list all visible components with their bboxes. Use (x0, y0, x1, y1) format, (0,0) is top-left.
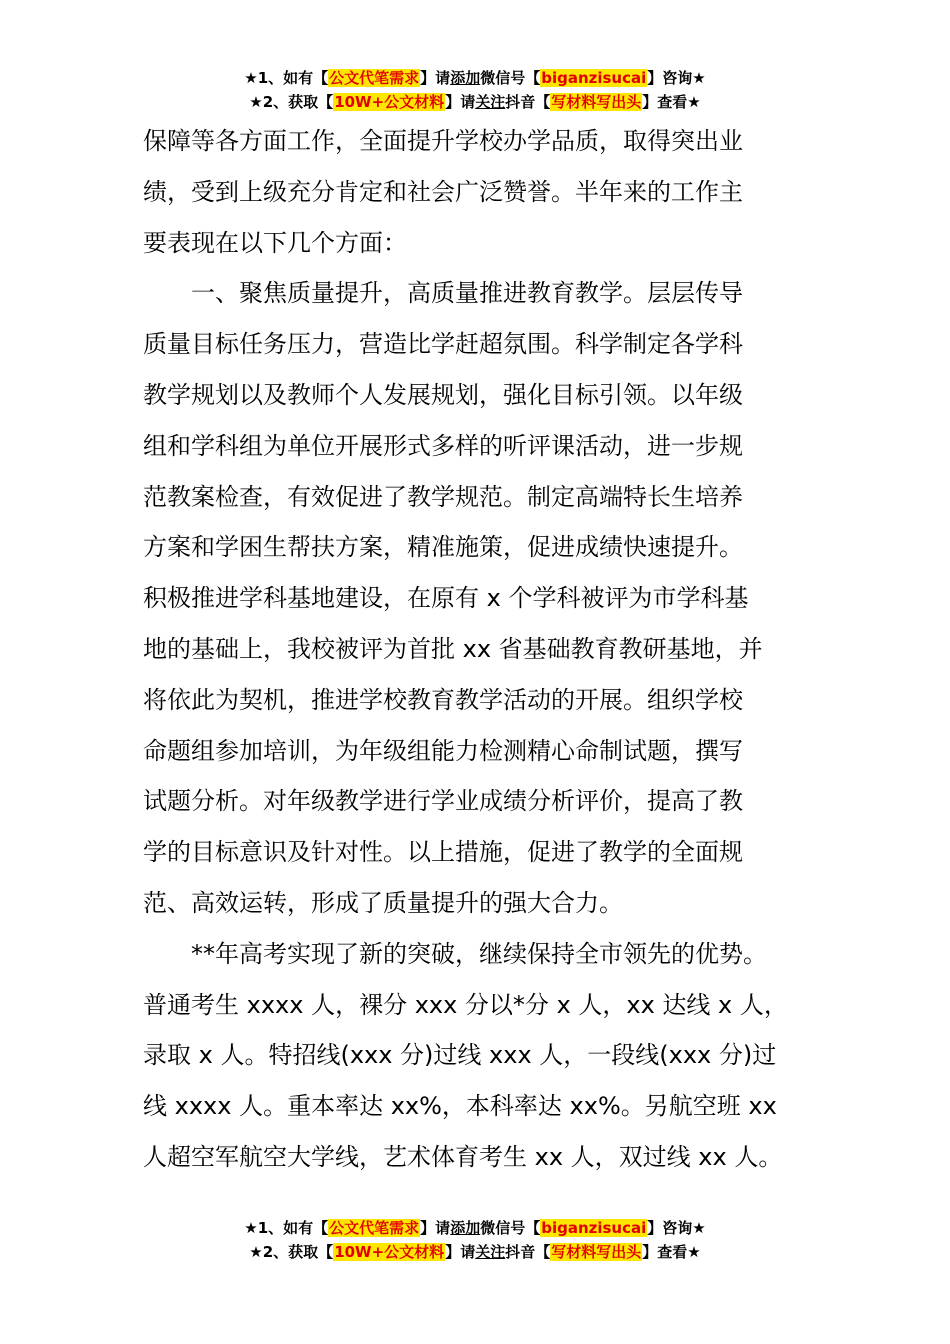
banner-line-2 (0, 1240, 950, 1264)
text-line: 绩，受到上级充分肯定和社会广泛赞誉。半年来的工作主 (143, 177, 743, 206)
text-line: 质量目标任务压力，营造比学赶超氛围。科学制定各学科 (143, 330, 743, 359)
banner-text: 微信号【 (480, 69, 541, 87)
highlight-service: 公文代笔需求 (329, 1219, 420, 1237)
banner-line-1 (0, 66, 950, 90)
highlight-service: 公文代笔需求 (329, 69, 420, 87)
footer-banner (0, 1216, 950, 1264)
banner-text: ★2、获取【 (249, 93, 334, 111)
banner-text: 抖音【 (505, 1243, 551, 1261)
banner-text: ★2、获取【 (249, 1243, 334, 1261)
banner-text: 微信号【 (480, 1219, 541, 1237)
text-line: 保障等各方面工作，全面提升学校办学品质，取得突出业 (143, 127, 743, 155)
text-line: 普通考生 xxxx 人，裸分 xxx 分以*分 x 人，xx 达线 x 人， (143, 990, 788, 1019)
highlight-materials: 10W+公文材料 (334, 93, 445, 111)
paragraph-start-line: **年高考实现了新的突破，继续保持全市领先的优势。 (191, 939, 767, 968)
banner-line-1 (0, 1216, 950, 1240)
banner-text: 】查看★ (642, 93, 701, 111)
text-line: 范、高效运转，形成了质量提升的强大合力。 (143, 888, 623, 917)
text-line: 线 xxxx 人。重本率达 xx%，本科率达 xx%。另航空班 xx (143, 1092, 777, 1121)
highlight-materials: 10W+公文材料 (334, 1243, 445, 1261)
banner-underline: 添加 (450, 69, 481, 87)
banner-text: 】咨询★ (647, 69, 706, 87)
text-line: 学的目标意识及针对性。以上措施，促进了教学的全面规 (143, 838, 743, 867)
banner-text: 】请 (420, 69, 451, 87)
header-banner (0, 66, 950, 114)
banner-underline: 添加 (450, 1219, 481, 1237)
banner-underline: 关注 (475, 93, 506, 111)
highlight-douyin: 写材料写出头 (551, 93, 642, 111)
text-line: 命题组参加培训，为年级组能力检测精心命制试题，撰写 (143, 736, 743, 765)
document-body (143, 116, 821, 1183)
banner-text: 】请 (420, 1219, 451, 1237)
text-line: 地的基础上，我校被评为首批 xx 省基础教育教研基地，并 (143, 634, 763, 663)
banner-text: 抖音【 (505, 93, 551, 111)
highlight-wechat-id: biganzisucai (541, 69, 647, 87)
banner-underline: 关注 (475, 1243, 506, 1261)
section-heading-line: 一、聚焦质量提升，高质量推进教育教学。层层传导 (191, 279, 743, 308)
text-line: 方案和学困生帮扶方案，精准施策，促进成绩快速提升。 (143, 533, 743, 562)
text-line: 试题分析。对年级教学进行学业成绩分析评价，提高了教 (143, 787, 743, 816)
text-line: 将依此为契机，推进学校教育教学活动的开展。组织学校 (143, 685, 743, 714)
banner-text: 】请 (445, 1243, 476, 1261)
banner-line-2 (0, 90, 950, 114)
banner-text: ★1、如有【 (244, 69, 329, 87)
text-line: 组和学科组为单位开展形式多样的听评课活动，进一步规 (143, 431, 743, 460)
text-line: 教学规划以及教师个人发展规划，强化目标引领。以年级 (143, 380, 743, 409)
highlight-wechat-id: biganzisucai (541, 1219, 647, 1237)
text-line: 要表现在以下几个方面： (143, 228, 407, 257)
text-line: 录取 x 人。特招线(xxx 分)过线 xxx 人，一段线(xxx 分)过 (143, 1041, 777, 1070)
text-line: 范教案检查，有效促进了教学规范。制定高端特长生培养 (143, 482, 743, 511)
banner-text: ★1、如有【 (244, 1219, 329, 1237)
text-line: 人超空军航空大学线，艺术体育考生 xx 人，双过线 xx 人。 (143, 1142, 783, 1171)
text-line: 积极推进学科基地建设，在原有 x 个学科被评为市学科基 (143, 584, 749, 613)
banner-text: 】咨询★ (647, 1219, 706, 1237)
banner-text: 】查看★ (642, 1243, 701, 1261)
banner-text: 】请 (445, 93, 476, 111)
highlight-douyin: 写材料写出头 (551, 1243, 642, 1261)
